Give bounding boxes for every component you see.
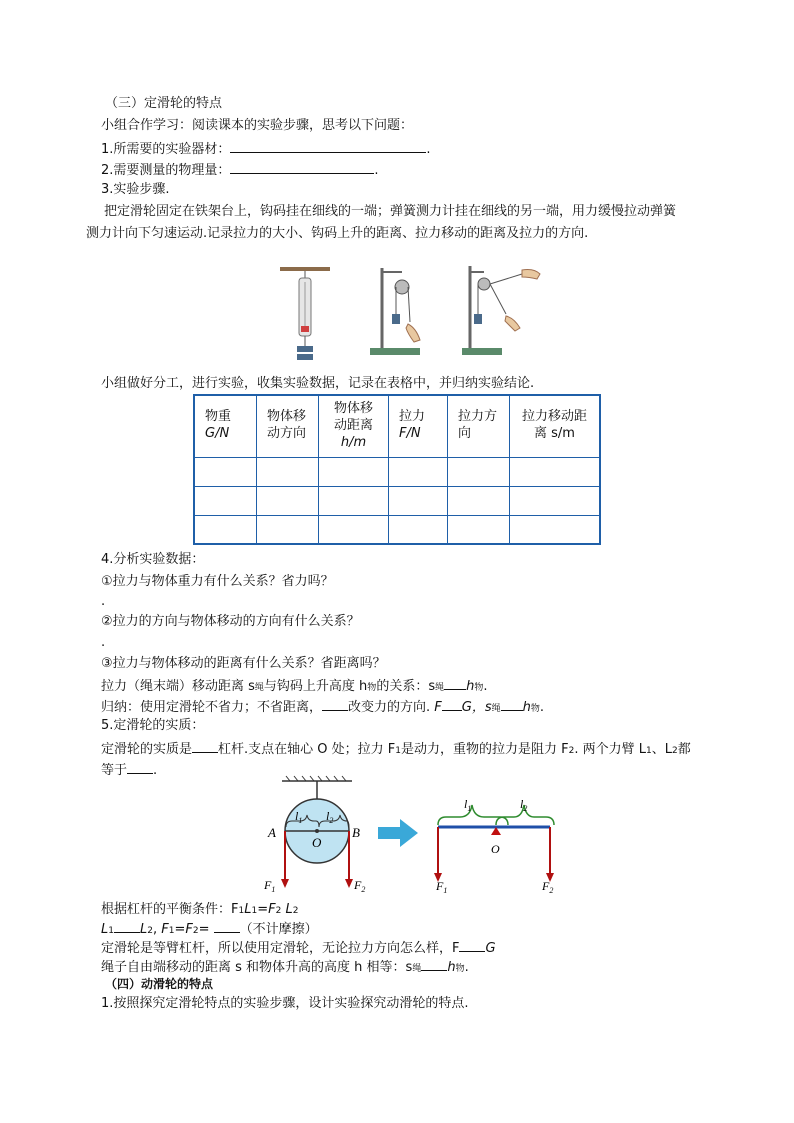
intro-text: 小组合作学习：阅读课本的实验步骤，思考以下问题： bbox=[101, 118, 414, 133]
table-cell[interactable] bbox=[389, 515, 448, 544]
answer-dot: . bbox=[101, 594, 106, 609]
apparatus-illustration bbox=[270, 262, 550, 370]
label-l2: $l_2$ bbox=[326, 809, 334, 825]
summary-line: 归纳：使用定滑轮不省力；不省距离， 改变力的方向. F G，s绳 h物. bbox=[101, 700, 545, 715]
analysis-q3: ③拉力与物体移动的距离有什么关系？省距离吗？ bbox=[101, 656, 386, 671]
table-header-cell: 拉力方 向 bbox=[448, 395, 510, 457]
table-header-cell: 拉力移动距 离 s/m bbox=[510, 395, 601, 457]
answer-blank[interactable] bbox=[501, 698, 523, 711]
table-header-cell: 物体移 动方向 bbox=[257, 395, 319, 457]
label-O: O bbox=[312, 835, 322, 850]
table-cell[interactable] bbox=[448, 486, 510, 515]
steps-line-2: 测力计向下匀速运动.记录拉力的大小、钩码上升的距离、拉力移动的距离及拉力的方向. bbox=[86, 226, 589, 241]
answer-blank[interactable] bbox=[444, 677, 466, 690]
table-row bbox=[194, 457, 600, 486]
table-cell[interactable] bbox=[510, 515, 601, 544]
answer-blank[interactable] bbox=[192, 740, 218, 753]
table-cell[interactable] bbox=[257, 515, 319, 544]
answer-blank[interactable] bbox=[127, 761, 153, 774]
answer-blank[interactable] bbox=[459, 939, 485, 952]
table-row bbox=[194, 515, 600, 544]
table-cell[interactable] bbox=[510, 457, 601, 486]
label-F1: $F_1$ bbox=[264, 878, 276, 893]
table-header-cell: 拉力 F/N bbox=[389, 395, 448, 457]
table-cell[interactable] bbox=[389, 457, 448, 486]
transform-arrow-icon bbox=[378, 819, 418, 847]
table-cell[interactable] bbox=[194, 457, 257, 486]
section-title: （四）动滑轮的特点 bbox=[105, 977, 214, 991]
analysis-title: 4.分析实验数据： bbox=[101, 552, 205, 567]
answer-blank[interactable] bbox=[230, 140, 426, 153]
movable-pulley-question: 1.按照探究定滑轮特点的实验步骤，设计实验探究动滑轮的特点. bbox=[101, 996, 469, 1011]
table-header-row bbox=[194, 395, 600, 457]
answer-blank[interactable] bbox=[214, 920, 240, 933]
analysis-q1: ①拉力与物体重力有什么关系？省力吗？ bbox=[101, 574, 334, 589]
table-cell[interactable] bbox=[448, 515, 510, 544]
question-1: 1.所需要的实验器材： . bbox=[101, 142, 431, 157]
data-table bbox=[193, 394, 601, 545]
essence-line-2: 等于 . bbox=[101, 763, 158, 778]
table-cell[interactable] bbox=[319, 457, 389, 486]
group-instruction: 小组做好分工，进行实验，收集实验数据，记录在表格中，并归纳实验结论. bbox=[101, 376, 535, 391]
equal-arm-lever: 定滑轮是等臂杠杆，所以使用定滑轮，无论拉力方向怎么样，F G bbox=[101, 941, 496, 956]
arm-equality: L1 L2, F1=F2= （不计摩擦） bbox=[101, 922, 318, 937]
question-3: 3.实验步骤. bbox=[101, 182, 170, 197]
balance-condition: 根据杠杆的平衡条件：F1L1=F2 L2 bbox=[101, 902, 299, 917]
table-cell[interactable] bbox=[319, 515, 389, 544]
label-l1: $l_1$ bbox=[464, 797, 472, 813]
label-F2: $F_2$ bbox=[542, 879, 554, 893]
essence-title: 5.定滑轮的实质： bbox=[101, 718, 205, 733]
table-cell[interactable] bbox=[448, 457, 510, 486]
table-cell[interactable] bbox=[389, 486, 448, 515]
table-header-cell: 物重 G/N bbox=[194, 395, 257, 457]
label-l1: $l_1$ bbox=[295, 809, 303, 825]
table-row bbox=[194, 486, 600, 515]
label-O: O bbox=[491, 842, 500, 856]
table-cell[interactable] bbox=[194, 486, 257, 515]
label-l2: $l_2$ bbox=[520, 797, 528, 813]
analysis-q2: ②拉力的方向与物体移动的方向有什么关系？ bbox=[101, 614, 360, 629]
table-cell[interactable] bbox=[510, 486, 601, 515]
table-cell[interactable] bbox=[194, 515, 257, 544]
steps-line-1: 把定滑轮固定在铁架台上，钩码挂在细线的一端；弹簧测力计挂在细线的另一端，用力缓慢拉动弹簧 bbox=[104, 204, 677, 219]
table-cell[interactable] bbox=[319, 486, 389, 515]
table-cell[interactable] bbox=[257, 457, 319, 486]
distance-relation: 拉力（绳末端）移动距离 s绳与钩码上升高度 h物的关系：s绳 h物. bbox=[101, 679, 488, 694]
table-cell[interactable] bbox=[257, 486, 319, 515]
section-title: （三）定滑轮的特点 bbox=[105, 96, 223, 111]
table-header-cell: 物体移 动距离 h/m bbox=[319, 395, 389, 457]
answer-blank[interactable] bbox=[114, 920, 140, 933]
answer-blank[interactable] bbox=[322, 698, 348, 711]
label-B: B bbox=[352, 825, 360, 840]
question-2: 2.需要测量的物理量： . bbox=[101, 163, 379, 178]
answer-dot: . bbox=[101, 635, 106, 650]
lever-diagram bbox=[260, 775, 560, 893]
label-F2: $F_2$ bbox=[354, 878, 366, 893]
rope-distance: 绳子自由端移动的距离 s 和物体升高的高度 h 相等：s绳 h物. bbox=[101, 960, 469, 975]
answer-blank[interactable] bbox=[442, 698, 462, 711]
label-F1: $F_1$ bbox=[436, 879, 448, 893]
essence-line-1: 定滑轮的实质是 杠杆.支点在轴心 O 处；拉力 F1是动力，重物的拉力是阻力 F2. 两个力臂 L1、L2都 bbox=[101, 742, 691, 757]
answer-blank[interactable] bbox=[230, 161, 374, 174]
answer-blank[interactable] bbox=[421, 958, 447, 971]
label-A: A bbox=[268, 825, 276, 840]
